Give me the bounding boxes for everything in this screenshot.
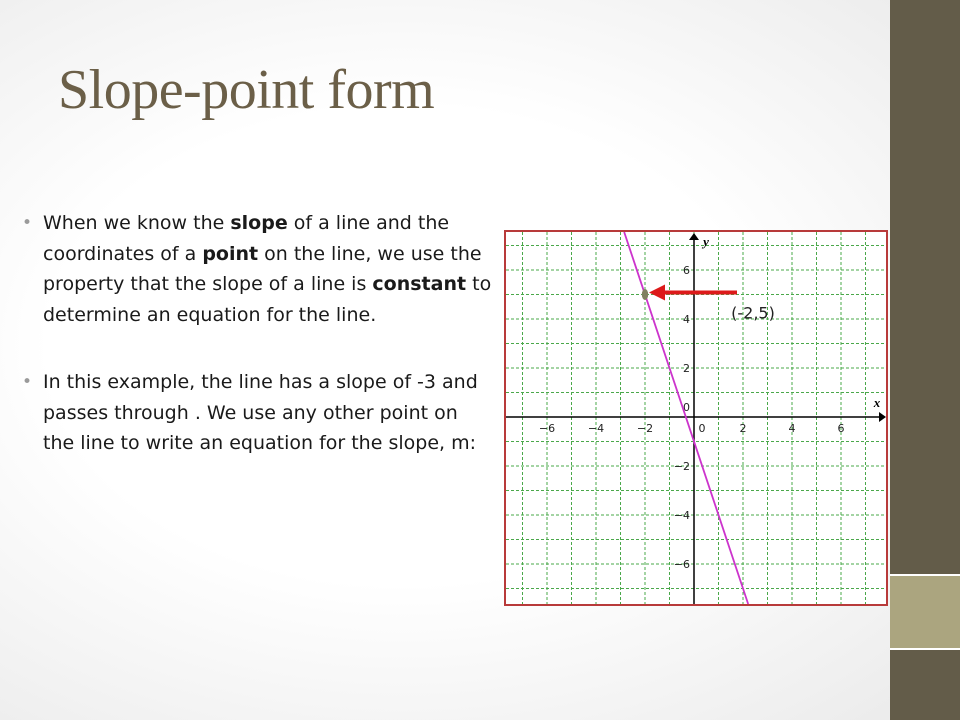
bullet-bold-term: constant [372,273,467,295]
x-tick-label: 4 [788,422,796,435]
y-tick-label: −6 [673,558,690,571]
bullet-text: When we know the [43,212,231,234]
bullet-text: on the line, we use the property that the slope of a line is [43,242,482,295]
x-tick-label: 2 [739,422,747,435]
y-tick-label: 4 [683,313,690,326]
coordinate-graph [504,230,888,606]
bullet-item [22,367,492,459]
bullet-bold-term: point [202,242,259,265]
bullet-item [22,208,492,330]
x-axis-label: x [873,395,881,410]
bullet-text: of a line and the coordinates of a [43,212,450,265]
x-tick-label: −2 [636,422,654,435]
bullet-icon: • [22,213,33,233]
origin-label: 0 [683,401,690,414]
x-tick-label: −6 [538,422,556,435]
side-bar-divider [890,648,960,650]
graph-canvas [504,230,888,606]
y-tick-label: 6 [683,264,690,277]
x-tick-label: −4 [587,422,605,435]
point-label: (-2,5) [731,303,775,323]
point-marker [642,289,648,300]
y-tick-label: 2 [683,362,690,375]
x-tick-label: 6 [837,422,845,435]
bullet-text: to determine an equation for the line. [43,273,492,326]
side-bar-accent [890,576,960,648]
bullet-bold-term: slope [230,212,288,234]
x-tick-label: 0 [698,422,706,435]
slide-title: Slope-point form [58,59,435,121]
bullet-list [22,208,492,459]
graph-background [504,230,888,606]
y-tick-label: −2 [673,460,690,473]
bullet-text: In this example, the line has a slope of -3 and passes through . We use any other point on the line to write an equation for the slope, m: [43,371,478,454]
y-tick-label: −4 [673,509,690,522]
bullet-icon: • [22,372,33,392]
y-axis-label: y [703,234,709,249]
